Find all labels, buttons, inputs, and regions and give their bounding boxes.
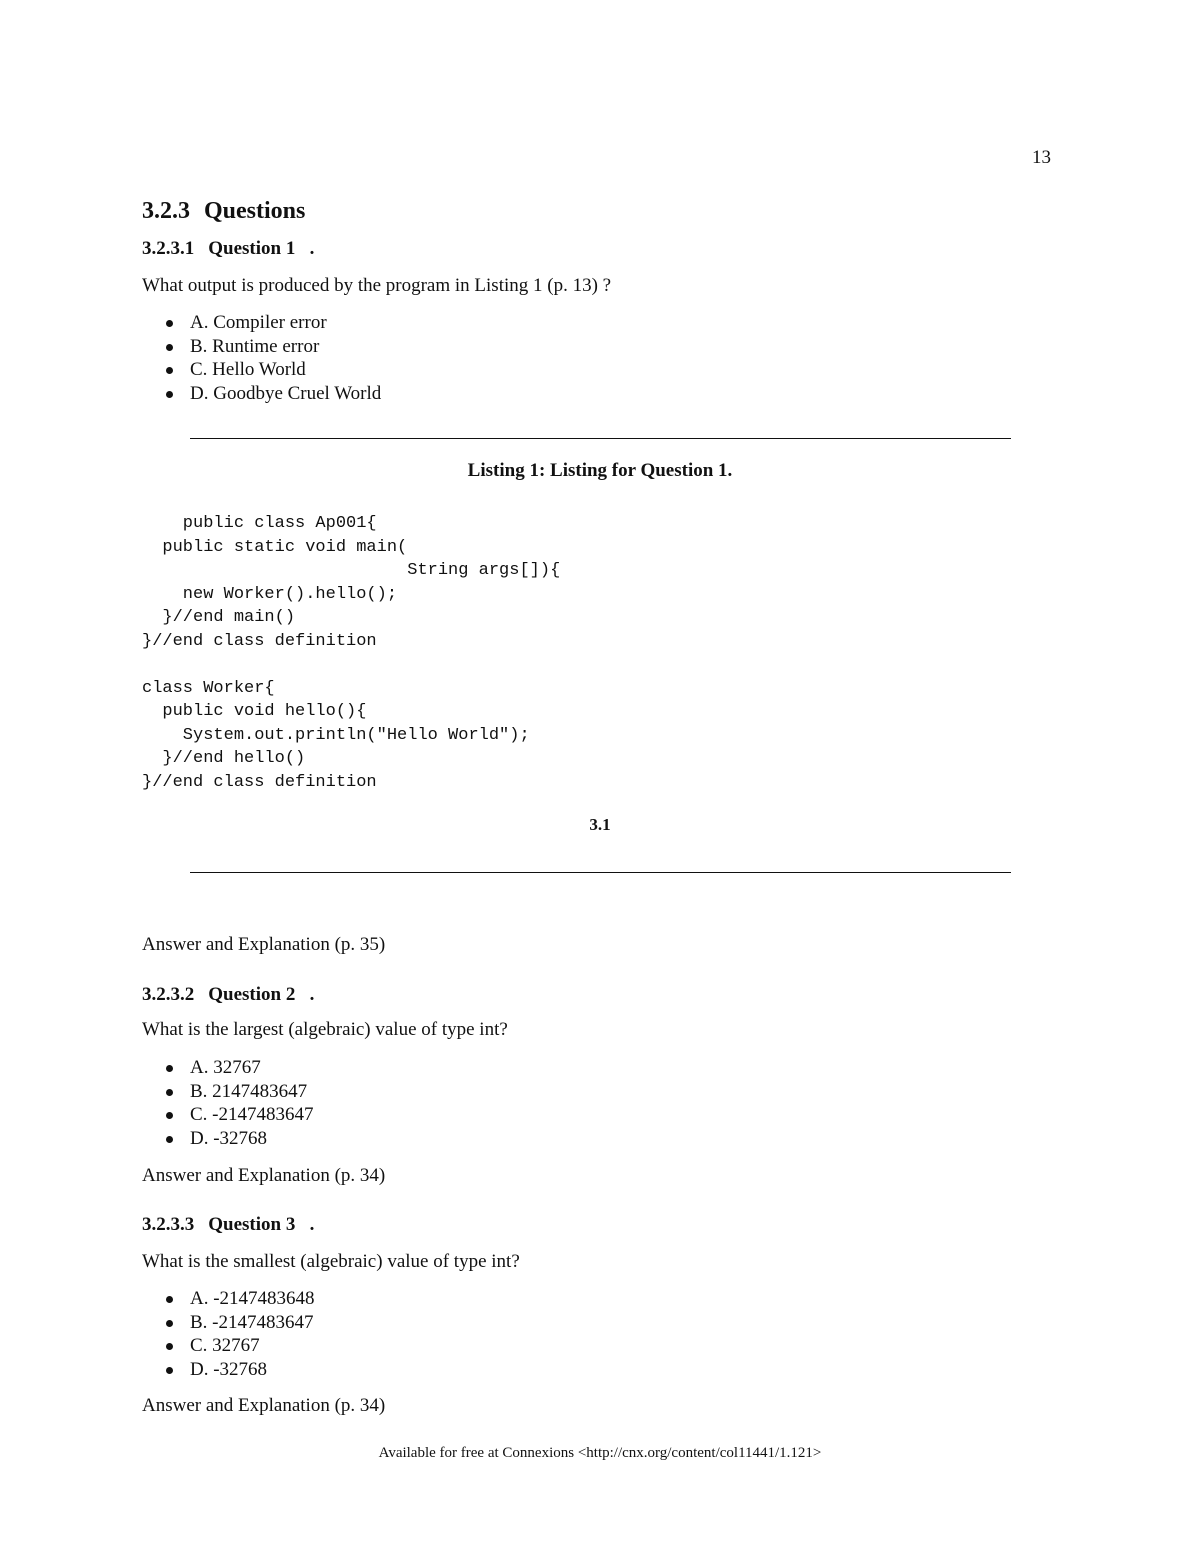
subsection-heading <box>142 198 305 225</box>
question-1-prompt: What output is produced by the program in Listing 1 (p. 13) ? <box>142 275 612 296</box>
question-3-dot: . <box>309 1214 315 1235</box>
question-1-options <box>164 311 381 405</box>
listing-bottom-rule <box>190 872 1011 873</box>
listing-top-rule <box>190 438 1011 439</box>
listing-caption: Listing 1: Listing for Question 1. <box>467 460 733 481</box>
question-3-title: Question 3 <box>208 1214 296 1235</box>
subsection-number: 3.2.3 <box>142 198 190 224</box>
subsection-title: Questions <box>204 198 306 224</box>
question-2-number: 3.2.3.2 <box>142 984 195 1005</box>
question-3-number: 3.2.3.3 <box>142 1214 195 1235</box>
question-3-answer-link[interactable]: Answer and Explanation (p. 34) <box>142 1395 386 1416</box>
question-2-dot: . <box>309 984 315 1005</box>
question-1-option-b: B. Runtime error <box>164 335 381 359</box>
question-1-option-a: A. Compiler error <box>164 311 381 335</box>
question-1-title: Question 1 <box>208 238 296 259</box>
question-3-heading <box>142 1214 314 1236</box>
question-2-option-d: D. -32768 <box>164 1127 314 1151</box>
question-1-number: 3.2.3.1 <box>142 238 195 259</box>
question-2-answer-link[interactable]: Answer and Explanation (p. 34) <box>142 1165 386 1186</box>
question-1-answer-link[interactable]: Answer and Explanation (p. 35) <box>142 934 386 955</box>
question-1-dot: . <box>309 238 315 259</box>
question-2-options <box>164 1056 314 1150</box>
question-3-option-d: D. -32768 <box>164 1358 315 1382</box>
question-3-options <box>164 1287 315 1381</box>
question-2-option-a: A. 32767 <box>164 1056 314 1080</box>
question-3-prompt: What is the smallest (algebraic) value of type int? <box>142 1251 520 1272</box>
question-1-option-c: C. Hello World <box>164 358 381 382</box>
question-3-option-a: A. -2147483648 <box>164 1287 315 1311</box>
question-1-heading <box>142 238 314 260</box>
question-1-option-d: D. Goodbye Cruel World <box>164 382 381 406</box>
question-2-option-b: B. 2147483647 <box>164 1080 314 1104</box>
question-2-prompt: What is the largest (algebraic) value of type int? <box>142 1019 508 1040</box>
question-3-option-c: C. 32767 <box>164 1334 315 1358</box>
page-footer: Available for free at Connexions <http://cnx.org/content/col11441/1.121> <box>378 1445 822 1461</box>
question-2-title: Question 2 <box>208 984 296 1005</box>
listing-figure-number: 3.1 <box>589 815 611 834</box>
question-3-option-b: B. -2147483647 <box>164 1311 315 1335</box>
question-2-heading <box>142 984 314 1006</box>
page-number: 13 <box>1032 147 1051 168</box>
question-2-option-c: C. -2147483647 <box>164 1103 314 1127</box>
listing-code: public class Ap001{ public static void main( String args[]){ new Worker().hello(); }//end main() }//end class definition class Worker{ public void hello(){ System.out.println("Hello World"); }//end hello() }//end class definition <box>142 514 561 792</box>
